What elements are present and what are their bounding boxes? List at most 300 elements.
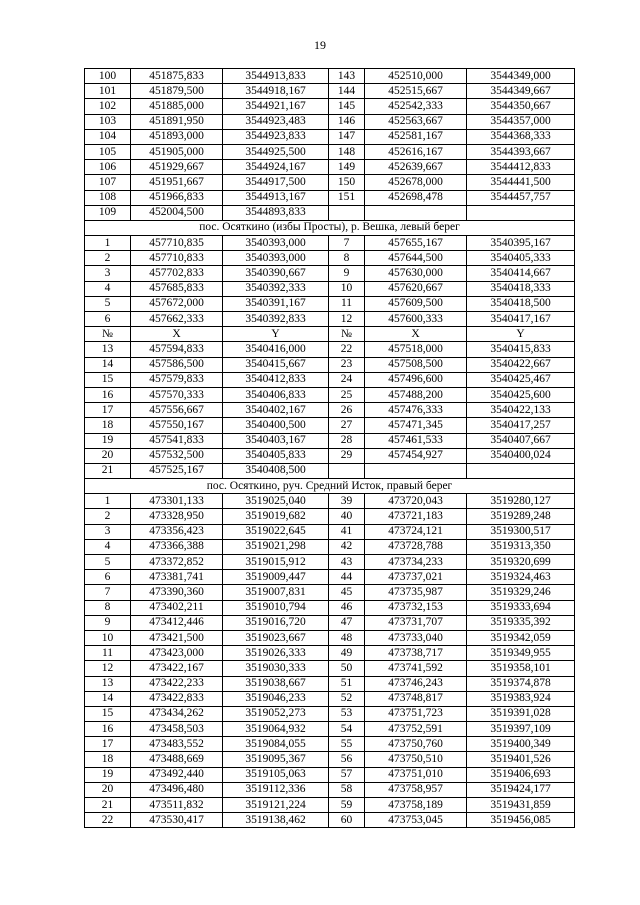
table-cell: 43: [329, 555, 365, 570]
table-row: [85, 782, 575, 797]
table-cell: 473731,707: [365, 615, 467, 630]
table-cell: 108: [85, 190, 131, 205]
table-cell: 457476,333: [365, 403, 467, 418]
table-cell: 473750,510: [365, 752, 467, 767]
table-cell: 3519374,878: [467, 676, 575, 691]
table-cell: 457550,167: [131, 418, 223, 433]
table-row: [85, 190, 575, 205]
table-cell: 3540407,667: [467, 433, 575, 448]
table-row: [85, 630, 575, 645]
table-cell: 457518,000: [365, 342, 467, 357]
table-cell: 3544923,833: [223, 129, 329, 144]
table-cell: 20: [85, 448, 131, 463]
table-cell: 26: [329, 403, 365, 418]
table-cell: 3540402,167: [223, 403, 329, 418]
coordinates-table: [84, 68, 575, 828]
table-cell: 3540390,667: [223, 266, 329, 281]
table-row: [85, 676, 575, 691]
table-cell: 473422,233: [131, 676, 223, 691]
table-cell: 3544412,833: [467, 160, 575, 175]
table-cell: 10: [85, 630, 131, 645]
table-cell: [329, 205, 365, 220]
table-row: [85, 585, 575, 600]
table-cell: 3540417,257: [467, 418, 575, 433]
table-cell: 451966,833: [131, 190, 223, 205]
table-cell: 10: [329, 281, 365, 296]
table-cell: 473483,552: [131, 737, 223, 752]
table-cell: 16: [85, 722, 131, 737]
table-cell: 451875,833: [131, 69, 223, 84]
table-cell: Y: [223, 327, 329, 342]
table-cell: 473741,592: [365, 661, 467, 676]
table-cell: 3519022,645: [223, 524, 329, 539]
table-cell: 3544357,000: [467, 114, 575, 129]
table-cell: 452510,000: [365, 69, 467, 84]
table-cell: 3544349,000: [467, 69, 575, 84]
table-cell: 452004,500: [131, 205, 223, 220]
table-cell: 3519095,367: [223, 752, 329, 767]
table-cell: 150: [329, 175, 365, 190]
section-title: пос. Осяткино, руч. Средний Исток, правый берег: [85, 479, 575, 494]
table-cell: X: [365, 327, 467, 342]
table-cell: 7: [329, 236, 365, 251]
table-cell: 48: [329, 630, 365, 645]
table-cell: 473720,043: [365, 494, 467, 509]
table-cell: 457672,000: [131, 296, 223, 311]
table-cell: 451951,667: [131, 175, 223, 190]
table-cell: 3544925,500: [223, 144, 329, 159]
table-cell: 3544917,500: [223, 175, 329, 190]
table-cell: 9: [85, 615, 131, 630]
table-cell: 7: [85, 585, 131, 600]
table-cell: 3519064,932: [223, 722, 329, 737]
table-cell: 39: [329, 494, 365, 509]
table-cell: 473751,723: [365, 706, 467, 721]
table-cell: 144: [329, 84, 365, 99]
table-cell: 451891,950: [131, 114, 223, 129]
table-cell: 457488,200: [365, 387, 467, 402]
table-cell: 3519280,127: [467, 494, 575, 509]
table-cell: 3519010,794: [223, 600, 329, 615]
table-cell: 3519329,246: [467, 585, 575, 600]
table-cell: 47: [329, 615, 365, 630]
table-cell: 100: [85, 69, 131, 84]
table-cell: 3519021,298: [223, 539, 329, 554]
coordinates-table-body: [85, 69, 575, 828]
table-cell: 102: [85, 99, 131, 114]
table-cell: 473724,121: [365, 524, 467, 539]
table-cell: 457471,345: [365, 418, 467, 433]
table-row: [85, 509, 575, 524]
table-cell: 109: [85, 205, 131, 220]
table-cell: 473372,852: [131, 555, 223, 570]
table-cell: 11: [329, 296, 365, 311]
table-cell: 20: [85, 782, 131, 797]
table-cell: 3519121,224: [223, 798, 329, 813]
table-cell: 473422,833: [131, 691, 223, 706]
table-cell: 3540406,833: [223, 387, 329, 402]
table-row: [85, 372, 575, 387]
table-cell: 3519009,447: [223, 570, 329, 585]
table-row: [85, 69, 575, 84]
table-row: [85, 524, 575, 539]
table-cell: 457579,833: [131, 372, 223, 387]
table-cell: 3544913,167: [223, 190, 329, 205]
table-cell: 22: [85, 813, 131, 828]
table-cell: 19: [85, 767, 131, 782]
table-cell: 473732,153: [365, 600, 467, 615]
table-row: [85, 114, 575, 129]
table-cell: 101: [85, 84, 131, 99]
table-cell: 451893,000: [131, 129, 223, 144]
table-row: [85, 646, 575, 661]
table-cell: 473721,183: [365, 509, 467, 524]
table-cell: 3540425,600: [467, 387, 575, 402]
table-cell: 29: [329, 448, 365, 463]
table-cell: 15: [85, 372, 131, 387]
table-cell: 473753,045: [365, 813, 467, 828]
table-cell: 452616,167: [365, 144, 467, 159]
table-row: [85, 798, 575, 813]
table-cell: 3540395,167: [467, 236, 575, 251]
table-cell: 3540425,467: [467, 372, 575, 387]
table-cell: 3544893,833: [223, 205, 329, 220]
table-row: [85, 448, 575, 463]
table-cell: 473423,000: [131, 646, 223, 661]
table-cell: 107: [85, 175, 131, 190]
table-cell: 473496,480: [131, 782, 223, 797]
table-row: [85, 387, 575, 402]
table-cell: 457570,333: [131, 387, 223, 402]
table-cell: 3519023,667: [223, 630, 329, 645]
table-cell: 473421,500: [131, 630, 223, 645]
table-row: [85, 813, 575, 828]
table-row: [85, 144, 575, 159]
table-row: [85, 615, 575, 630]
table-row: [85, 327, 575, 342]
table-cell: 3540414,667: [467, 266, 575, 281]
table-cell: 3540417,167: [467, 312, 575, 327]
table-cell: 3540393,000: [223, 251, 329, 266]
table-cell: 3540403,167: [223, 433, 329, 448]
table-cell: 473390,360: [131, 585, 223, 600]
table-cell: 3544913,833: [223, 69, 329, 84]
table-cell: 473750,760: [365, 737, 467, 752]
table-cell: 473758,189: [365, 798, 467, 813]
table-cell: 3519383,924: [467, 691, 575, 706]
table-cell: 3519007,831: [223, 585, 329, 600]
table-cell: 3540416,000: [223, 342, 329, 357]
table-cell: 451885,000: [131, 99, 223, 114]
table-cell: 2: [85, 509, 131, 524]
table-row: [85, 160, 575, 175]
table-cell: 473488,669: [131, 752, 223, 767]
table-cell: 12: [85, 661, 131, 676]
table-cell: 473422,167: [131, 661, 223, 676]
table-row: [85, 752, 575, 767]
table-cell: 28: [329, 433, 365, 448]
table-cell: 14: [85, 357, 131, 372]
table-row: [85, 570, 575, 585]
table-row: [85, 312, 575, 327]
table-cell: 457508,500: [365, 357, 467, 372]
table-cell: 3540400,024: [467, 448, 575, 463]
table-cell: 3540405,833: [223, 448, 329, 463]
table-cell: 473737,021: [365, 570, 467, 585]
table-cell: 12: [329, 312, 365, 327]
table-row: [85, 600, 575, 615]
table-cell: 19: [85, 433, 131, 448]
table-cell: 40: [329, 509, 365, 524]
table-cell: 452515,667: [365, 84, 467, 99]
table-row: [85, 403, 575, 418]
table-cell: 3519349,955: [467, 646, 575, 661]
table-cell: 3519015,912: [223, 555, 329, 570]
table-cell: 15: [85, 706, 131, 721]
table-cell: 457454,927: [365, 448, 467, 463]
table-cell: 3: [85, 266, 131, 281]
table-cell: 59: [329, 798, 365, 813]
table-cell: 457532,500: [131, 448, 223, 463]
table-cell: 104: [85, 129, 131, 144]
table-cell: [467, 205, 575, 220]
table-cell: 457620,667: [365, 281, 467, 296]
table-cell: 3540412,833: [223, 372, 329, 387]
table-cell: 11: [85, 646, 131, 661]
table-cell: 457710,833: [131, 251, 223, 266]
section-title: пос. Осяткино (избы Просты), р. Вешка, левый берег: [85, 220, 575, 235]
table-cell: 452678,000: [365, 175, 467, 190]
table-cell: 3519320,699: [467, 555, 575, 570]
table-cell: 451879,500: [131, 84, 223, 99]
table-cell: 457600,333: [365, 312, 467, 327]
table-cell: 8: [85, 600, 131, 615]
table-cell: 3519038,667: [223, 676, 329, 691]
table-cell: 3540415,667: [223, 357, 329, 372]
table-cell: 3540400,500: [223, 418, 329, 433]
table-cell: 3519397,109: [467, 722, 575, 737]
table-cell: 6: [85, 570, 131, 585]
table-cell: 52: [329, 691, 365, 706]
table-cell: 5: [85, 555, 131, 570]
table-cell: 3544457,757: [467, 190, 575, 205]
table-cell: №: [329, 327, 365, 342]
table-row: [85, 266, 575, 281]
table-cell: 457556,667: [131, 403, 223, 418]
table-cell: 3519030,333: [223, 661, 329, 676]
table-row: [85, 129, 575, 144]
table-row: [85, 251, 575, 266]
table-cell: 3519456,085: [467, 813, 575, 828]
table-cell: 457710,835: [131, 236, 223, 251]
table-cell: 18: [85, 418, 131, 433]
table-cell: 3540393,000: [223, 236, 329, 251]
table-row: [85, 555, 575, 570]
table-cell: 473492,440: [131, 767, 223, 782]
table-cell: 53: [329, 706, 365, 721]
table-cell: 3519335,392: [467, 615, 575, 630]
table-cell: 3519138,462: [223, 813, 329, 828]
table-cell: 49: [329, 646, 365, 661]
table-cell: 3519016,720: [223, 615, 329, 630]
table-cell: 46: [329, 600, 365, 615]
table-cell: 473751,010: [365, 767, 467, 782]
table-cell: 3540391,167: [223, 296, 329, 311]
table-cell: 3544350,667: [467, 99, 575, 114]
table-cell: 23: [329, 357, 365, 372]
table-cell: 143: [329, 69, 365, 84]
table-row: [85, 175, 575, 190]
table-row: [85, 418, 575, 433]
table-cell: 56: [329, 752, 365, 767]
table-row: [85, 767, 575, 782]
table-cell: 3519342,059: [467, 630, 575, 645]
table-row: [85, 722, 575, 737]
table-cell: 55: [329, 737, 365, 752]
table-cell: 145: [329, 99, 365, 114]
table-cell: 3519046,233: [223, 691, 329, 706]
table-cell: 151: [329, 190, 365, 205]
table-cell: 473412,446: [131, 615, 223, 630]
table-cell: 3544368,333: [467, 129, 575, 144]
table-cell: 3519105,063: [223, 767, 329, 782]
table-cell: 3544918,167: [223, 84, 329, 99]
table-cell: 27: [329, 418, 365, 433]
table-cell: 16: [85, 387, 131, 402]
table-cell: X: [131, 327, 223, 342]
table-row: [85, 433, 575, 448]
table-cell: 473752,591: [365, 722, 467, 737]
table-cell: 3519313,350: [467, 539, 575, 554]
table-cell: 3519084,055: [223, 737, 329, 752]
table-cell: 3540405,333: [467, 251, 575, 266]
table-cell: 473381,741: [131, 570, 223, 585]
table-row: [85, 342, 575, 357]
table-cell: 5: [85, 296, 131, 311]
table-cell: 3519026,333: [223, 646, 329, 661]
table-cell: 3540415,833: [467, 342, 575, 357]
table-cell: 146: [329, 114, 365, 129]
table-cell: 457609,500: [365, 296, 467, 311]
table-cell: [365, 205, 467, 220]
table-cell: 3540392,333: [223, 281, 329, 296]
table-cell: 457644,500: [365, 251, 467, 266]
table-cell: 4: [85, 539, 131, 554]
table-cell: 457630,000: [365, 266, 467, 281]
table-cell: 3519431,859: [467, 798, 575, 813]
table-cell: 457702,833: [131, 266, 223, 281]
table-cell: 457685,833: [131, 281, 223, 296]
table-cell: 473434,262: [131, 706, 223, 721]
table-cell: 457525,167: [131, 463, 223, 478]
table-cell: Y: [467, 327, 575, 342]
table-cell: 50: [329, 661, 365, 676]
table-cell: 18: [85, 752, 131, 767]
table-cell: 105: [85, 144, 131, 159]
table-cell: 25: [329, 387, 365, 402]
table-cell: 451905,000: [131, 144, 223, 159]
table-row: [85, 463, 575, 478]
table-cell: 103: [85, 114, 131, 129]
table-row: [85, 706, 575, 721]
table-cell: 14: [85, 691, 131, 706]
table-cell: 13: [85, 676, 131, 691]
table-row: [85, 84, 575, 99]
table-cell: 9: [329, 266, 365, 281]
table-cell: 42: [329, 539, 365, 554]
table-cell: 54: [329, 722, 365, 737]
table-cell: 3540418,500: [467, 296, 575, 311]
table-cell: 457496,600: [365, 372, 467, 387]
table-cell: 473530,417: [131, 813, 223, 828]
table-cell: 3519300,517: [467, 524, 575, 539]
table-cell: 452581,167: [365, 129, 467, 144]
table-cell: 473356,423: [131, 524, 223, 539]
table-cell: 58: [329, 782, 365, 797]
table-cell: 457662,333: [131, 312, 223, 327]
table-cell: 473734,233: [365, 555, 467, 570]
table-row: [85, 296, 575, 311]
table-cell: 13: [85, 342, 131, 357]
table-cell: 1: [85, 236, 131, 251]
table-cell: 473366,388: [131, 539, 223, 554]
table-cell: 3540408,500: [223, 463, 329, 478]
table-cell: 3519391,028: [467, 706, 575, 721]
table-cell: 3519333,694: [467, 600, 575, 615]
table-cell: 3: [85, 524, 131, 539]
table-cell: 457594,833: [131, 342, 223, 357]
table-row: [85, 494, 575, 509]
table-cell: 3540392,833: [223, 312, 329, 327]
table-cell: 3519358,101: [467, 661, 575, 676]
table-cell: 473748,817: [365, 691, 467, 706]
table-cell: [467, 463, 575, 478]
table-cell: 1: [85, 494, 131, 509]
table-cell: 473746,243: [365, 676, 467, 691]
table-row: [85, 539, 575, 554]
table-row: [85, 691, 575, 706]
table-cell: 473458,503: [131, 722, 223, 737]
table-row: [85, 205, 575, 220]
table-cell: 6: [85, 312, 131, 327]
table-cell: 452563,667: [365, 114, 467, 129]
table-cell: 17: [85, 403, 131, 418]
table-cell: 3519400,349: [467, 737, 575, 752]
section-title-row: [85, 479, 575, 494]
table-cell: [329, 463, 365, 478]
table-cell: 3519401,526: [467, 752, 575, 767]
table-cell: 44: [329, 570, 365, 585]
table-cell: 8: [329, 251, 365, 266]
table-cell: 473402,211: [131, 600, 223, 615]
table-cell: 148: [329, 144, 365, 159]
table-cell: №: [85, 327, 131, 342]
table-cell: 3544349,667: [467, 84, 575, 99]
table-row: [85, 236, 575, 251]
page-number: 19: [314, 38, 326, 52]
table-cell: 457655,167: [365, 236, 467, 251]
table-cell: 17: [85, 737, 131, 752]
table-cell: 106: [85, 160, 131, 175]
table-cell: 3540422,133: [467, 403, 575, 418]
table-cell: 3519406,693: [467, 767, 575, 782]
table-cell: 147: [329, 129, 365, 144]
table-cell: 60: [329, 813, 365, 828]
table-cell: 45: [329, 585, 365, 600]
table-cell: 457461,533: [365, 433, 467, 448]
table-cell: 3519289,248: [467, 509, 575, 524]
table-cell: 2: [85, 251, 131, 266]
